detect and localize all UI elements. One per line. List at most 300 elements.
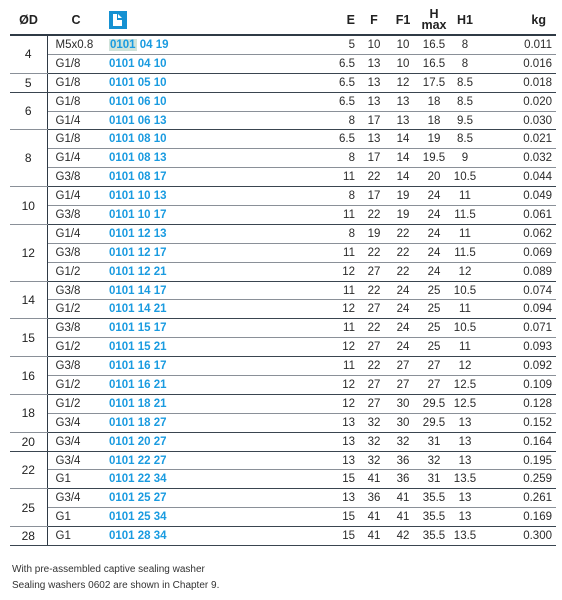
- table-row: [10, 489, 556, 508]
- header-h-max: [418, 6, 450, 35]
- cell-kg: 0.300: [480, 527, 556, 546]
- order-code-prefix: 0101: [109, 190, 135, 203]
- order-code-prefix: 0101: [109, 530, 135, 543]
- header-e: E: [270, 6, 360, 35]
- order-code-prefix: 0101: [109, 246, 135, 259]
- order-code-prefix: 0101: [109, 265, 135, 278]
- order-code-suffix: 28 34: [134, 530, 167, 543]
- order-code-suffix: 16 17: [134, 360, 167, 373]
- order-code-prefix: 0101: [109, 76, 135, 89]
- cell-h1: 8.5: [450, 73, 480, 92]
- cell-e: 13: [270, 432, 360, 451]
- cell-f1: 14: [388, 168, 418, 187]
- order-code-suffix: 22 27: [134, 454, 167, 467]
- cell-e: 8: [270, 224, 360, 243]
- cell-thread: G1: [47, 508, 105, 527]
- cell-h-max: 25: [418, 300, 450, 319]
- cell-h1: 13: [450, 508, 480, 527]
- cell-kg: 0.109: [480, 376, 556, 395]
- order-code-suffix: 05 10: [134, 76, 167, 89]
- header-code: [105, 6, 270, 35]
- table-row: [10, 206, 556, 225]
- cell-order-code: [105, 111, 270, 130]
- order-code-prefix: 0101: [109, 114, 135, 127]
- cell-h-max: 16.5: [418, 54, 450, 73]
- cell-order-code: [105, 262, 270, 281]
- cell-h-max: 31: [418, 470, 450, 489]
- cell-od: 28: [10, 527, 47, 546]
- cell-order-code: [105, 300, 270, 319]
- cell-h-max: 29.5: [418, 394, 450, 413]
- cell-e: 11: [270, 357, 360, 376]
- cell-e: 6.5: [270, 54, 360, 73]
- order-code-suffix: 06 10: [134, 95, 167, 108]
- cell-f: 27: [360, 338, 388, 357]
- cell-h-max: 24: [418, 187, 450, 206]
- cell-thread: G1/4: [47, 224, 105, 243]
- cell-kg: 0.164: [480, 432, 556, 451]
- cell-kg: 0.020: [480, 92, 556, 111]
- cell-h-max: 25: [418, 338, 450, 357]
- cell-thread: G3/4: [47, 451, 105, 470]
- order-code-suffix: 20 27: [134, 435, 167, 448]
- cell-h-max: 35.5: [418, 489, 450, 508]
- cell-h-max: 16.5: [418, 35, 450, 54]
- cell-thread: G1/4: [47, 111, 105, 130]
- cell-h1: 8: [450, 35, 480, 54]
- table-row: [10, 527, 556, 546]
- cell-thread: G3/8: [47, 168, 105, 187]
- order-code-prefix: 0101: [109, 227, 135, 240]
- cell-order-code: [105, 187, 270, 206]
- order-code-suffix: 06 13: [134, 114, 167, 127]
- cell-h-max: 24: [418, 243, 450, 262]
- table-row: [10, 394, 556, 413]
- cell-f: 36: [360, 489, 388, 508]
- cell-od: 16: [10, 357, 47, 395]
- cell-f: 17: [360, 187, 388, 206]
- cell-h1: 12: [450, 357, 480, 376]
- table-row: [10, 451, 556, 470]
- cell-e: 15: [270, 508, 360, 527]
- cell-e: 11: [270, 243, 360, 262]
- cell-od: 5: [10, 73, 47, 92]
- order-code-suffix: 25 34: [134, 511, 167, 524]
- table-row: [10, 149, 556, 168]
- cell-od: 4: [10, 35, 47, 73]
- cell-h-max: 24: [418, 206, 450, 225]
- cell-order-code: [105, 130, 270, 149]
- order-code-suffix: 14 17: [134, 284, 167, 297]
- cell-thread: M5x0.8: [47, 35, 105, 54]
- cell-f1: 36: [388, 470, 418, 489]
- cell-h-max: 35.5: [418, 508, 450, 527]
- table-row: [10, 35, 556, 54]
- order-code-prefix: 0101: [110, 38, 136, 51]
- cell-kg: 0.128: [480, 394, 556, 413]
- cell-h-max: 24: [418, 262, 450, 281]
- cell-kg: 0.094: [480, 300, 556, 319]
- table-row: [10, 92, 556, 111]
- order-code-suffix: 15 17: [134, 322, 167, 335]
- cell-h1: 12.5: [450, 376, 480, 395]
- cell-h1: 10.5: [450, 168, 480, 187]
- order-code-prefix: 0101: [109, 378, 135, 391]
- cell-h1: 11: [450, 187, 480, 206]
- cell-h1: 13: [450, 413, 480, 432]
- cell-kg: 0.093: [480, 338, 556, 357]
- cell-order-code: [105, 508, 270, 527]
- cell-kg: 0.018: [480, 73, 556, 92]
- cell-thread: G1: [47, 470, 105, 489]
- cell-thread: G1/4: [47, 149, 105, 168]
- header-od: ØD: [10, 6, 47, 35]
- cell-f: 22: [360, 281, 388, 300]
- cell-h1: 13: [450, 432, 480, 451]
- cell-kg: 0.061: [480, 206, 556, 225]
- cell-f: 13: [360, 73, 388, 92]
- cell-kg: 0.169: [480, 508, 556, 527]
- table-row: [10, 73, 556, 92]
- cell-f1: 30: [388, 413, 418, 432]
- cell-order-code: [105, 206, 270, 225]
- cell-order-code: [105, 489, 270, 508]
- cell-f: 10: [360, 35, 388, 54]
- cell-e: 15: [270, 470, 360, 489]
- cell-order-code: [105, 73, 270, 92]
- cell-h1: 9.5: [450, 111, 480, 130]
- cell-kg: 0.011: [480, 35, 556, 54]
- cell-order-code: [105, 376, 270, 395]
- cell-f: 22: [360, 168, 388, 187]
- cell-h-max: 20: [418, 168, 450, 187]
- cell-f1: 42: [388, 527, 418, 546]
- order-code-prefix: 0101: [109, 284, 135, 297]
- order-code-prefix: 0101: [109, 360, 135, 373]
- order-code-prefix: 0101: [109, 397, 135, 410]
- order-code-suffix: 14 21: [134, 303, 167, 316]
- cell-e: 11: [270, 319, 360, 338]
- cell-od: 18: [10, 394, 47, 432]
- cell-thread: G1/2: [47, 300, 105, 319]
- cell-f: 19: [360, 224, 388, 243]
- cell-e: 12: [270, 338, 360, 357]
- cell-h-max: 24: [418, 224, 450, 243]
- cell-f1: 14: [388, 130, 418, 149]
- cell-f1: 12: [388, 73, 418, 92]
- cell-e: 12: [270, 376, 360, 395]
- cell-od: 14: [10, 281, 47, 319]
- header-c: C: [47, 6, 105, 35]
- cell-kg: 0.062: [480, 224, 556, 243]
- cell-e: 11: [270, 281, 360, 300]
- cell-thread: G1/2: [47, 394, 105, 413]
- cell-e: 12: [270, 394, 360, 413]
- order-code-suffix: 10 13: [134, 190, 167, 203]
- order-code-suffix: 16 21: [134, 378, 167, 391]
- cell-h-max: 35.5: [418, 527, 450, 546]
- header-f1: F1: [388, 6, 418, 35]
- cell-e: 6.5: [270, 73, 360, 92]
- cell-thread: G3/4: [47, 413, 105, 432]
- order-code-suffix: 15 21: [134, 341, 167, 354]
- table-header-row: [10, 6, 556, 35]
- order-code-prefix: 0101: [109, 341, 135, 354]
- cell-h-max: 25: [418, 281, 450, 300]
- table-row: [10, 243, 556, 262]
- cell-kg: 0.074: [480, 281, 556, 300]
- cell-e: 15: [270, 527, 360, 546]
- cell-f: 22: [360, 319, 388, 338]
- header-h1: H1: [450, 6, 480, 35]
- cell-order-code: [105, 451, 270, 470]
- cell-f1: 24: [388, 319, 418, 338]
- cell-e: 11: [270, 168, 360, 187]
- cell-h-max: 29.5: [418, 413, 450, 432]
- cell-f: 27: [360, 376, 388, 395]
- cell-thread: G3/8: [47, 319, 105, 338]
- cell-od: 25: [10, 489, 47, 527]
- cell-order-code: [105, 319, 270, 338]
- cell-kg: 0.049: [480, 187, 556, 206]
- cell-h1: 11: [450, 338, 480, 357]
- cell-kg: 0.021: [480, 130, 556, 149]
- table-row: [10, 281, 556, 300]
- order-code-prefix: 0101: [109, 133, 135, 146]
- cell-h1: 11.5: [450, 243, 480, 262]
- cell-kg: 0.071: [480, 319, 556, 338]
- cell-thread: G1/2: [47, 376, 105, 395]
- cell-thread: G1: [47, 527, 105, 546]
- footnote-sealing-washers: Sealing washers 0602 are shown in Chapter 9.: [12, 580, 220, 591]
- table-row: [10, 470, 556, 489]
- cell-f1: 13: [388, 111, 418, 130]
- cell-f1: 10: [388, 35, 418, 54]
- cell-thread: G1/2: [47, 338, 105, 357]
- order-code-suffix: 12 17: [134, 246, 167, 259]
- order-code-prefix: 0101: [109, 152, 135, 165]
- cell-order-code: [105, 54, 270, 73]
- cell-order-code: [105, 470, 270, 489]
- header-h: H: [429, 7, 439, 21]
- cell-f: 22: [360, 357, 388, 376]
- order-code-suffix: 08 10: [134, 133, 167, 146]
- cell-f1: 36: [388, 451, 418, 470]
- cell-h-max: 18: [418, 111, 450, 130]
- fittings-dimension-table: [10, 6, 556, 546]
- cell-f1: 10: [388, 54, 418, 73]
- cell-f: 27: [360, 262, 388, 281]
- cell-h1: 13.5: [450, 527, 480, 546]
- order-code-prefix: 0101: [109, 511, 135, 524]
- order-code-prefix: 0101: [109, 492, 135, 505]
- cell-f1: 22: [388, 243, 418, 262]
- cell-kg: 0.259: [480, 470, 556, 489]
- cell-e: 12: [270, 300, 360, 319]
- cell-f: 22: [360, 243, 388, 262]
- cell-thread: G1/8: [47, 130, 105, 149]
- header-h-sub: max: [421, 18, 447, 32]
- catalog-number-icon: [109, 11, 127, 29]
- cell-h1: 13.5: [450, 470, 480, 489]
- cell-order-code: [105, 149, 270, 168]
- cell-order-code: [105, 281, 270, 300]
- cell-order-code: [105, 338, 270, 357]
- cell-e: 12: [270, 262, 360, 281]
- order-code-prefix: 0101: [109, 95, 135, 108]
- cell-f1: 24: [388, 300, 418, 319]
- cell-f1: 41: [388, 508, 418, 527]
- cell-f1: 22: [388, 262, 418, 281]
- cell-h1: 11: [450, 224, 480, 243]
- cell-e: 8: [270, 111, 360, 130]
- cell-f1: 19: [388, 206, 418, 225]
- cell-thread: G3/8: [47, 206, 105, 225]
- cell-thread: G1/2: [47, 262, 105, 281]
- cell-h1: 11.5: [450, 206, 480, 225]
- cell-h-max: 18: [418, 92, 450, 111]
- cell-kg: 0.092: [480, 357, 556, 376]
- order-code-suffix: 18 21: [134, 397, 167, 410]
- table-row: [10, 413, 556, 432]
- order-code-prefix: 0101: [109, 171, 135, 184]
- table-row: [10, 130, 556, 149]
- cell-od: 20: [10, 432, 47, 451]
- order-code-suffix: 18 27: [134, 416, 167, 429]
- cell-f1: 32: [388, 432, 418, 451]
- cell-h-max: 27: [418, 376, 450, 395]
- cell-e: 11: [270, 206, 360, 225]
- table-row: [10, 224, 556, 243]
- cell-f: 13: [360, 54, 388, 73]
- cell-f: 22: [360, 206, 388, 225]
- cell-kg: 0.152: [480, 413, 556, 432]
- cell-f1: 22: [388, 224, 418, 243]
- cell-h1: 13: [450, 489, 480, 508]
- table-row: [10, 168, 556, 187]
- cell-h-max: 19.5: [418, 149, 450, 168]
- cell-h-max: 27: [418, 357, 450, 376]
- cell-e: 13: [270, 413, 360, 432]
- cell-kg: 0.261: [480, 489, 556, 508]
- cell-f1: 27: [388, 376, 418, 395]
- cell-thread: G3/4: [47, 432, 105, 451]
- order-code-suffix: 08 13: [134, 152, 167, 165]
- cell-thread: G1/8: [47, 54, 105, 73]
- cell-h1: 9: [450, 149, 480, 168]
- cell-od: 6: [10, 92, 47, 130]
- cell-order-code: [105, 527, 270, 546]
- cell-f1: 13: [388, 92, 418, 111]
- cell-order-code: [105, 35, 270, 54]
- cell-h1: 8.5: [450, 92, 480, 111]
- order-code-prefix: 0101: [109, 435, 135, 448]
- order-code-prefix: 0101: [109, 303, 135, 316]
- cell-f: 13: [360, 92, 388, 111]
- cell-h-max: 17.5: [418, 73, 450, 92]
- cell-f: 27: [360, 300, 388, 319]
- order-code-suffix: 04 19: [136, 38, 169, 51]
- cell-e: 6.5: [270, 92, 360, 111]
- table-row: [10, 376, 556, 395]
- cell-h1: 11: [450, 300, 480, 319]
- table-row: [10, 54, 556, 73]
- table-row: [10, 338, 556, 357]
- cell-h1: 12.5: [450, 394, 480, 413]
- order-code-suffix: 04 10: [134, 57, 167, 70]
- cell-h-max: 25: [418, 319, 450, 338]
- order-code-suffix: 10 17: [134, 208, 167, 221]
- cell-thread: G1/8: [47, 92, 105, 111]
- cell-thread: G1/8: [47, 73, 105, 92]
- cell-od: 10: [10, 187, 47, 225]
- table-row: [10, 432, 556, 451]
- cell-thread: G3/8: [47, 243, 105, 262]
- cell-f1: 30: [388, 394, 418, 413]
- cell-h1: 10.5: [450, 319, 480, 338]
- cell-f: 32: [360, 451, 388, 470]
- cell-od: 15: [10, 319, 47, 357]
- footnote-captive-washer: With pre-assembled captive sealing washer: [12, 564, 205, 575]
- table-row: [10, 187, 556, 206]
- table-row: [10, 111, 556, 130]
- cell-thread: G3/8: [47, 281, 105, 300]
- cell-h-max: 31: [418, 432, 450, 451]
- cell-order-code: [105, 92, 270, 111]
- cell-f1: 24: [388, 281, 418, 300]
- table-body: [10, 35, 556, 546]
- cell-h-max: 19: [418, 130, 450, 149]
- cell-f: 17: [360, 149, 388, 168]
- cell-order-code: [105, 168, 270, 187]
- cell-f1: 27: [388, 357, 418, 376]
- order-code-prefix: 0101: [109, 57, 135, 70]
- table-row: [10, 262, 556, 281]
- cell-h1: 12: [450, 262, 480, 281]
- table-row: [10, 300, 556, 319]
- cell-kg: 0.089: [480, 262, 556, 281]
- cell-thread: G3/8: [47, 357, 105, 376]
- order-code-suffix: 12 21: [134, 265, 167, 278]
- cell-f: 27: [360, 394, 388, 413]
- cell-thread: G3/4: [47, 489, 105, 508]
- order-code-suffix: 25 27: [134, 492, 167, 505]
- cell-order-code: [105, 394, 270, 413]
- table-row: [10, 508, 556, 527]
- cell-f: 41: [360, 508, 388, 527]
- cell-e: 6.5: [270, 130, 360, 149]
- cell-kg: 0.044: [480, 168, 556, 187]
- order-code-prefix: 0101: [109, 208, 135, 221]
- cell-f1: 19: [388, 187, 418, 206]
- order-code-prefix: 0101: [109, 322, 135, 335]
- cell-order-code: [105, 357, 270, 376]
- cell-od: 12: [10, 224, 47, 281]
- order-code-prefix: 0101: [109, 473, 135, 486]
- cell-f: 13: [360, 130, 388, 149]
- cell-f: 32: [360, 432, 388, 451]
- cell-e: 13: [270, 451, 360, 470]
- table-row: [10, 357, 556, 376]
- order-code-prefix: 0101: [109, 454, 135, 467]
- cell-h1: 8.5: [450, 130, 480, 149]
- cell-order-code: [105, 432, 270, 451]
- cell-od: 22: [10, 451, 47, 489]
- cell-kg: 0.032: [480, 149, 556, 168]
- cell-h-max: 32: [418, 451, 450, 470]
- order-code-prefix: 0101: [109, 416, 135, 429]
- cell-h1: 8: [450, 54, 480, 73]
